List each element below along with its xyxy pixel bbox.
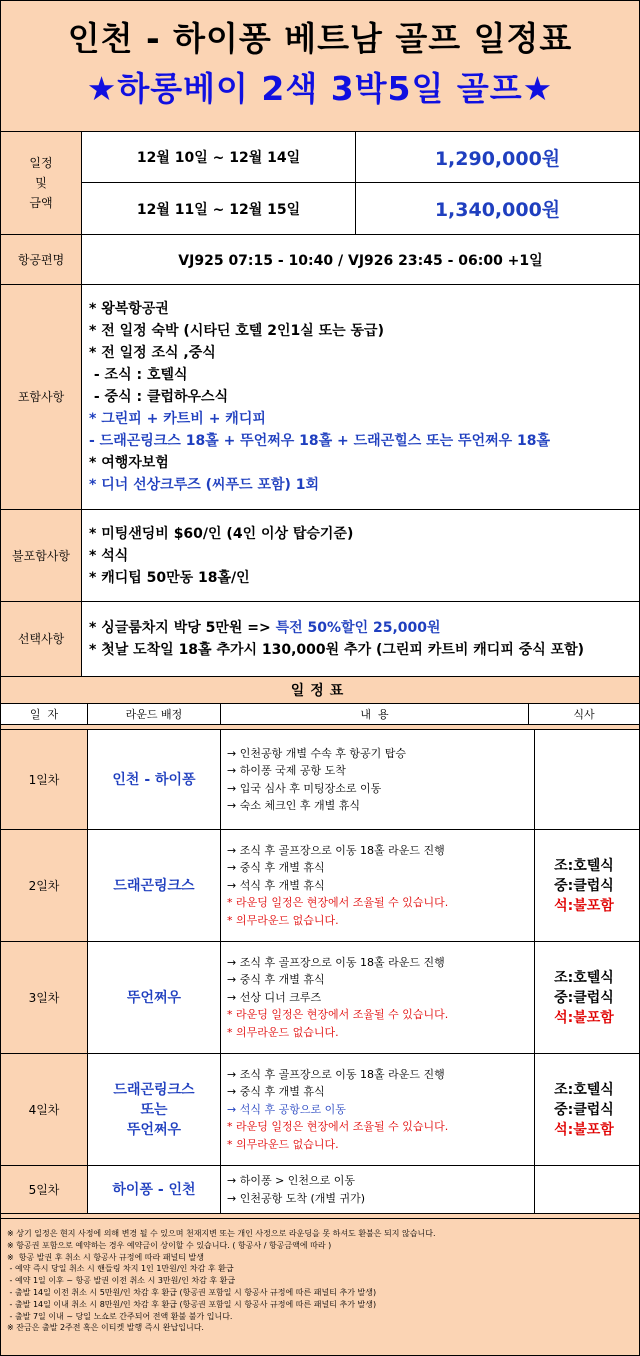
included-label: 포함사항 — [1, 285, 82, 509]
flight-value: VJ925 07:15 - 10:40 / VJ926 23:45 - 06:00 +1일 — [178, 252, 543, 269]
content-line: → 인천공항 도착 (개별 귀가) — [227, 1191, 366, 1205]
excluded-section — [1, 510, 639, 602]
day-meals — [529, 830, 639, 941]
note-line: ※ 항공권 포함으로 예약하는 경우 예약금이 상이할 수 있습니다. ( 항공사 / 항공금액에 따라 ) — [7, 1240, 332, 1250]
page-subtitle: ★하롱베이 2색 3박5일 골프★ — [86, 69, 554, 108]
round-assignment: 뚜언쩌우 — [88, 942, 221, 1053]
single-room-text: * 싱글룸차지 박당 5만원 => — [89, 620, 276, 636]
content-line: → 석식 후 개별 휴식 — [227, 878, 325, 892]
meal-item: 중:클럽식 — [554, 989, 614, 1006]
content-line: → 조식 후 골프장으로 이동 18홀 라운드 진행 — [227, 955, 445, 969]
itinerary-day-row — [1, 942, 639, 1054]
round-assignment: 인천 - 하이퐁 — [88, 730, 221, 829]
included-item: * 왕복항공권 — [89, 301, 169, 317]
meal-item: 석:불포함 — [554, 1009, 614, 1026]
content-line: → 선상 디너 크루즈 — [227, 990, 322, 1004]
included-item: * 전 일정 숙박 (시타딘 호텔 2인1실 또는 동급) — [89, 323, 384, 339]
content-line: → 석식 후 공항으로 이동 — [227, 1102, 346, 1116]
meal-item: 조:호텔식 — [554, 1081, 614, 1098]
included-item: * 그린피 + 카트비 + 캐디피 — [89, 411, 266, 427]
note-line: ※ 항공 발권 후 취소 시 항공사 규정에 따라 패널티 발생 — [7, 1252, 204, 1262]
notes-section — [1, 1219, 639, 1355]
content-line: → 하이퐁 국제 공항 도착 — [227, 764, 346, 777]
schedule-price-2: 1,340,000원 — [434, 199, 561, 221]
included-item: * 전 일정 조식 ,중식 — [89, 345, 216, 361]
flight-label: 항공편명 — [1, 235, 82, 284]
content-line: → 중식 후 개별 휴식 — [227, 973, 325, 987]
column-day: 일 자 — [1, 704, 88, 724]
note-line: - 예약 1일 이후 ~ 항공 발권 이전 취소 시 3만원/인 차감 후 환급 — [7, 1276, 236, 1286]
content-line: * 의무라운드 없습니다. — [227, 1025, 339, 1039]
round-assignment: 하이퐁 - 인천 — [88, 1166, 221, 1213]
schedule-dates-2: 12월 11일 ~ 12월 15일 — [82, 183, 356, 234]
day-label: 3일차 — [1, 942, 88, 1053]
day-content — [221, 830, 535, 941]
note-line: - 출발 14일 이내 취소 시 8만원/인 차감 후 환급 (항공권 포함일 시 항공사 규정에 따른 패널티 추가 발생) — [7, 1299, 377, 1309]
note-line: - 출발 14일 이전 취소 시 5만원/인 차감 후 환급 (항공권 포함일 시 항공사 규정에 따른 패널티 추가 발생) — [7, 1287, 377, 1297]
column-content: 내 용 — [221, 704, 529, 724]
content-line: → 중식 후 개별 휴식 — [227, 1085, 325, 1099]
day-content — [221, 942, 535, 1053]
note-line: ※ 상기 일정은 현지 사정에 의해 변경 될 수 있으며 천재지변 또는 개인 사정으로 라운딩을 못 하셔도 환불은 되지 않습니다. — [7, 1229, 436, 1238]
page-title: 인천 - 하이퐁 베트남 골프 일정표 — [67, 19, 573, 58]
column-round: 라운드 배정 — [88, 704, 221, 724]
day-content — [221, 730, 535, 829]
excluded-list — [89, 510, 353, 601]
meal-item: 중:클럽식 — [554, 1101, 614, 1118]
optional-item-single-room — [89, 617, 584, 639]
day-label: 1일차 — [1, 730, 88, 829]
included-item: - 조식 : 호텔식 — [89, 367, 188, 383]
day-label: 2일차 — [1, 830, 88, 941]
day-label: 5일차 — [1, 1166, 88, 1213]
content-line: → 인천공항 개별 수속 후 항공기 탑승 — [227, 746, 406, 760]
included-item: * 디너 선상크루즈 (씨푸드 포함) 1회 — [89, 477, 320, 493]
day-content — [221, 1166, 535, 1213]
optional-item-extra-round: * 첫날 도착일 18홀 추가시 130,000원 추가 (그린피 카트비 캐디피 중식 포함) — [89, 642, 585, 658]
excluded-item: * 미팅샌딩비 $60/인 (4인 이상 탑승기준) — [89, 525, 354, 542]
content-line: * 라운딩 일정은 현장에서 조율될 수 있습니다. — [227, 896, 449, 910]
day-meals — [529, 730, 639, 829]
excluded-item: * 석식 — [89, 547, 129, 564]
excluded-label: 불포함사항 — [1, 510, 82, 601]
optional-list — [89, 602, 584, 676]
itinerary-day-row — [1, 1054, 639, 1166]
itinerary-day-row — [1, 730, 639, 830]
round-assignment: 드래곤링크스 또는 뚜언쩌우 — [88, 1054, 221, 1165]
content-line: → 입국 심사 후 미팅장소로 이동 — [227, 781, 382, 795]
schedule-row-1 — [82, 132, 639, 183]
day-content — [221, 1054, 535, 1165]
content-line: → 숙소 체크인 후 개별 휴식 — [227, 799, 360, 812]
note-line: ※ 잔금은 출발 2주전 혹은 이티켓 발행 즉시 완납입니다. — [7, 1323, 204, 1333]
optional-label: 선택사항 — [1, 602, 82, 676]
schedule-price-1: 1,290,000원 — [434, 147, 561, 170]
day-label: 4일차 — [1, 1054, 88, 1165]
note-line: - 예약 즉시 당일 취소 시 핸들링 차지 1인 1만원/인 차감 후 환급 — [7, 1264, 234, 1274]
included-item: - 중식 : 클럽하우스식 — [89, 389, 229, 405]
content-line: * 의무라운드 없습니다. — [227, 913, 339, 927]
content-line: → 하이퐁 > 인천으로 이동 — [227, 1174, 356, 1187]
meal-item: 조:호텔식 — [554, 857, 614, 874]
content-line: * 의무라운드 없습니다. — [227, 1137, 339, 1151]
column-meals: 식사 — [573, 708, 595, 721]
itinerary-column-headers — [1, 704, 639, 725]
content-line: → 중식 후 개별 휴식 — [227, 861, 325, 875]
meal-item: 중:클럽식 — [554, 877, 614, 894]
content-line: * 라운딩 일정은 현장에서 조율될 수 있습니다. — [227, 1120, 449, 1134]
day-meals — [529, 1054, 639, 1165]
content-line: → 조식 후 골프장으로 이동 18홀 라운드 진행 — [227, 843, 445, 857]
meal-item: 조:호텔식 — [554, 969, 614, 986]
flight-section — [1, 235, 639, 285]
meal-item: 석:불포함 — [554, 1121, 614, 1138]
schedule-dates-1: 12월 10일 ~ 12월 14일 — [82, 132, 356, 182]
day-meals — [529, 942, 639, 1053]
itinerary-title: 일정표 — [1, 677, 639, 704]
itinerary-day-row — [1, 1166, 639, 1214]
optional-section — [1, 602, 639, 677]
content-line: * 라운딩 일정은 현장에서 조율될 수 있습니다. — [227, 1008, 449, 1022]
included-item: - 드래곤링크스 18홀 + 뚜언쩌우 18홀 + 드래곤힐스 또는 뚜언쩌우 18홀 — [89, 433, 551, 449]
schedule-row-2 — [82, 183, 639, 234]
day-meals — [529, 1166, 639, 1213]
header — [1, 1, 639, 132]
included-item: * 여행자보험 — [89, 455, 169, 471]
schedule-price-section — [1, 132, 639, 235]
content-line: → 조식 후 골프장으로 이동 18홀 라운드 진행 — [227, 1067, 445, 1081]
meal-item: 석:불포함 — [554, 897, 614, 914]
schedule-price-label: 일정 및 금액 — [1, 132, 82, 234]
note-line: - 출발 7일 이내 ~ 당일 노쇼로 간주되어 전액 환불 불가 입니다. — [7, 1311, 233, 1321]
included-list — [89, 285, 550, 509]
included-section — [1, 285, 639, 510]
itinerary-day-row — [1, 830, 639, 942]
single-room-discount: 특전 50%할인 25,000원 — [275, 620, 441, 636]
excluded-item: * 캐디팁 50만동 18홀/인 — [89, 569, 250, 586]
round-assignment: 드래곤링크스 — [88, 830, 221, 941]
